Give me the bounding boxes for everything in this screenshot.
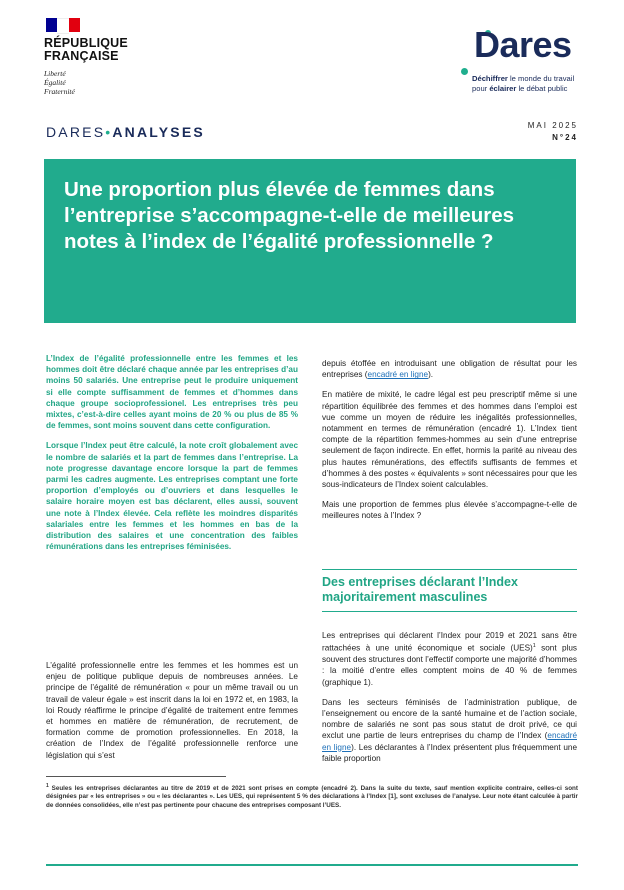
abstract-paragraph-2: Lorsque l’Index peut être calculé, la note croît globalement avec le nombre de salariés et la part de femmes dans l’entreprise. La note progresse davantage encore lorsque la part de femmes parmi les cadres augmente. Les entreprises comptant une forte proportion d’employés ou d’ouvriers et dans lesquelles le salaire horaire moyen est bas déclarent, elles aussi, souvent une note à l’Index élevée. Cela reflète les moindres disparités salariales entre les femmes et les hommes en bas de la distribution des salaires et une concentration des faibles rémunérations dans les entreprises féminisées. (46, 441, 298, 552)
title-banner (44, 159, 576, 323)
series-part-2: ANALYSES (112, 124, 205, 140)
tagline-rest-2: le débat public (516, 84, 568, 93)
republic-line-2: FRANÇAISE (44, 49, 119, 63)
dares-logo-dot-icon (461, 68, 468, 75)
right-p5-text: Dans les secteurs féminisés de l’administration publique, de l’enseignement ou encore de la santé humaine et de l’action sociale, nombre de salariés ne sont pas sous statut de droit privé, ce qui exclut une partie de leurs entreprises du champ de l’Index ( (322, 697, 577, 741)
series-name (46, 124, 205, 140)
tagline-bold-1: Déchiffrer (472, 74, 508, 83)
abstract (46, 353, 298, 561)
series-part-1: DARES (46, 124, 106, 140)
right-p4-text: Les entreprises qui déclarent l’Index pour 2019 et 2021 sans être rattachées à une unité économique et sociale (UES) (322, 631, 577, 653)
footnote-text: Seules les entreprises déclarantes au titre de 2019 et de 2021 sont prises en compte (encadré 2). Dans la suite du texte, sauf mention explicite contraire, celles-ci sont désignées par « les entreprises » ou « les déclarantes ». Les UES, qui représentent 5 % des déclarations à l’Index [1], sont excluses de l’analyse. Leur note étant calculée à partir de données consolidées, elle n’est pas pertinente pour chacune des entreprises composant l’UES. (46, 785, 578, 809)
intro-text (46, 660, 298, 770)
tagline-rest-1: le monde du travail (507, 74, 575, 83)
tagline-bold-2: éclairer (489, 84, 517, 93)
encadre-en-ligne-link[interactable]: encadré en ligne (367, 370, 429, 380)
issue-info (528, 120, 578, 144)
issue-date: MAI 2025 (527, 121, 578, 130)
dares-logo: Dares (474, 24, 572, 65)
motto-liberte: Liberté (44, 69, 66, 78)
republique-francaise-logo (44, 37, 128, 63)
tagline-pre-2: pour (472, 84, 490, 93)
encadre-en-ligne-link[interactable]: encadré en ligne (322, 731, 577, 752)
footnote-divider (46, 776, 226, 777)
issue-number: N°24 (552, 133, 578, 142)
dares-tagline (472, 74, 574, 94)
right-paragraph-4 (322, 630, 577, 688)
footnote-ref: 1 (532, 643, 536, 650)
motto-egalite: Égalité (44, 78, 66, 87)
republic-line-1: RÉPUBLIQUE (44, 36, 128, 50)
right-p1-end: ). (428, 370, 434, 380)
right-p5-end: ). Les déclarantes à l’Index présentent plus fréquemment une faible proportion (322, 742, 578, 763)
series-dot: • (105, 124, 113, 140)
right-column-bottom (322, 630, 577, 773)
marianne-flag-icon (46, 18, 80, 32)
abstract-paragraph-1: L’Index de l’égalité professionnelle entre les femmes et les hommes doit être déclaré chaque année par les entreprises d’au moins 50 salariés. Une entreprise peut le produire uniquement si elle compte suffisamment de femmes et d’hommes dans chaque groupe socioprofessionel. Les entreprises très peu mixtes, c’est-à-dire celles ayant moins de 20 % ou plus de 85 % de femmes, sont moins souvent dans cette configuration. (46, 354, 298, 431)
right-p1-text: depuis étoffée en introduisant une obligation de résultat pour les entreprises ( (322, 359, 577, 380)
right-column-top (322, 358, 577, 531)
right-paragraph-2: En matière de mixité, le cadre légal est peu prescriptif même si une répartition équilibrée des femmes et des hommes dans l’emploi est vue comme un moyen de réduire les inégalités professionnelles, notamment en termes de rémunération (encadré 1). L’Index tient compte de la répartition femmes-hommes au sein d’une entreprise seulement de façon indirecte. En effet, hormis la parité au niveau des plus hautes rémunérations, des effectifs suffisants de femmes et d’hommes à des postes « équivalents » sont nécessaires pour que les sous-indicateurs de l’Index soient calculables. (322, 390, 577, 490)
bottom-divider (46, 864, 578, 866)
motto (44, 69, 75, 96)
right-p4-end: sont plus souvent des structures dont l’effectif comporte une majorité d’hommes : la moitié d’entre elles comptent moins de 40 % de femmes (graphique 1). (322, 643, 577, 687)
motto-fraternite: Fraternité (44, 87, 75, 96)
intro-paragraph: L’égalité professionnelle entre les femmes et les hommes est un enjeu de politique publique depuis de nombreuses années. Le principe de l’égalité de rémunération « pour un même travail ou un travail de valeur égale » est inscrit dans la loi en 1972 et, en 1983, la loi Roudy réaffirme le principe d’égalité de traitement entre femmes et hommes en matière de rémunération, de recrutement, de formation comme de promotion professionnelles. En 2018, la création de l’Index de l’égalité professionnelle renforce une législation qui s’est (46, 661, 298, 760)
page-title: Une proportion plus élevée de femmes dans l’entreprise s’accompagne-t-elle de meilleures notes à l’index de l’égalité professionnelle ? (64, 178, 515, 253)
right-paragraph-3: Mais une proportion de femmes plus élevée s’accompagne-t-elle de meilleures notes à l’Index ? (322, 500, 577, 521)
section-heading: Des entreprises déclarant l’Index majoritairement masculines (322, 569, 577, 612)
footnote-marker: 1 (46, 783, 49, 789)
right-paragraph-5 (322, 697, 577, 764)
footnote (46, 782, 578, 810)
right-paragraph-1 (322, 358, 577, 380)
